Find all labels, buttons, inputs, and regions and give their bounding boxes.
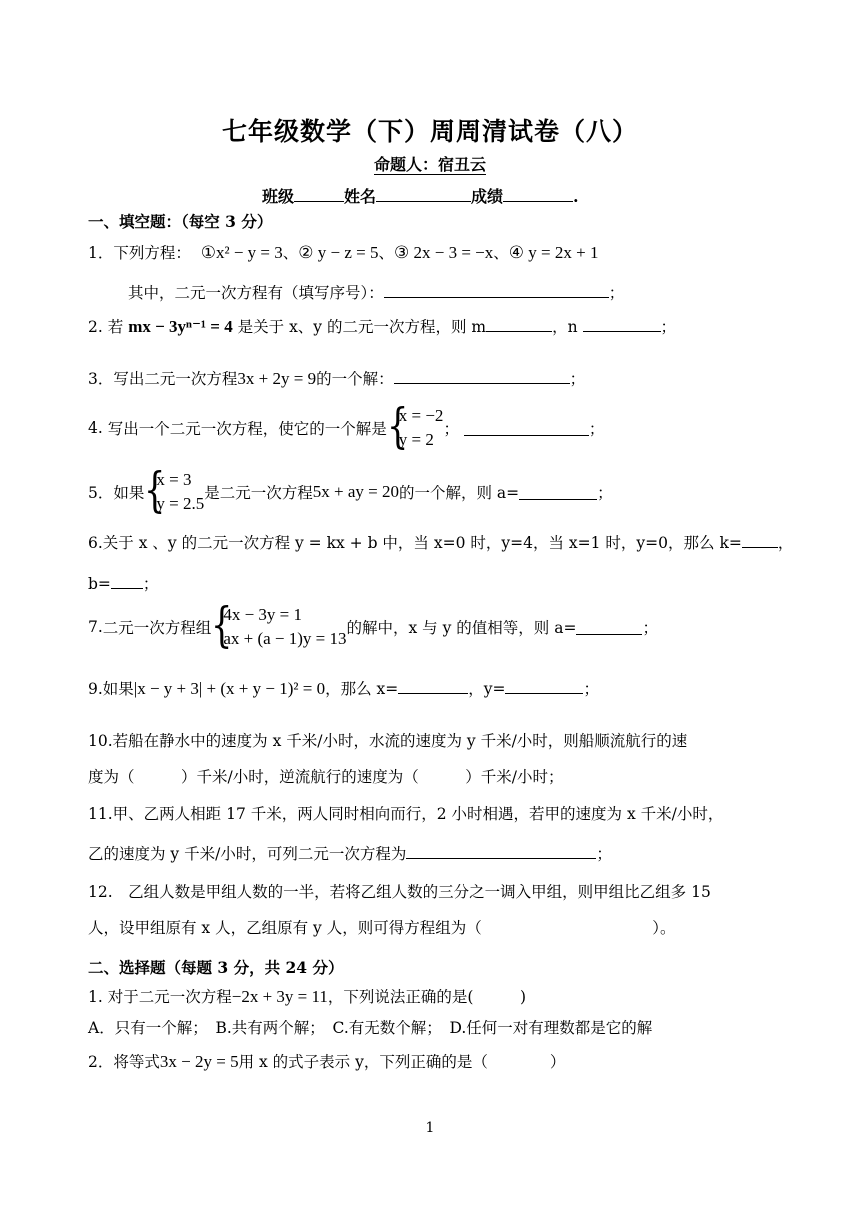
- q1-eq3: ③ 2x − 3 = −x: [394, 243, 494, 262]
- q2-number: 2.: [88, 318, 103, 336]
- s2q2-number: 2．: [88, 1053, 114, 1071]
- q5-number: 5．: [88, 484, 114, 502]
- q4-sep: ；: [443, 420, 459, 438]
- q11-line2: 乙的速度为 y 千米/小时，可列二元一次方程为: [88, 845, 407, 863]
- author-line: [0, 152, 860, 175]
- q4-row2: y = 2: [398, 430, 434, 449]
- name-blank[interactable]: [376, 187, 471, 202]
- name-label: 姓名: [344, 187, 377, 206]
- q1-answer-blank[interactable]: [384, 283, 609, 298]
- question-5: [88, 464, 613, 520]
- q5-answer-blank[interactable]: [519, 485, 597, 500]
- q3-prefix: 写出二元一次方程: [113, 370, 238, 388]
- q1-text: 下列方程：: [113, 244, 191, 262]
- q6-line1: 6.关于 x 、y 的二元一次方程 y = kx + b 中，当 x=0 时，y=4，当 x=1 时，y=0，那么 k=: [88, 534, 742, 552]
- q6-b-blank[interactable]: [111, 574, 143, 589]
- section1-heading: 一、填空题：（每空 3 分）: [88, 212, 273, 231]
- section2-heading: 二、选择题（每题 3 分，共 24 分）: [88, 958, 344, 977]
- q9-equation: |x − y + 3| + (x + y − 1)² = 0: [133, 679, 326, 698]
- q7-brace-glyph: {: [211, 597, 233, 653]
- q1-eq2: ② y − z = 5: [298, 243, 379, 262]
- q6-k-blank[interactable]: [742, 533, 778, 548]
- q7-row1: 4x − 3y = 1: [223, 605, 302, 624]
- choice-question-2: [88, 1050, 565, 1072]
- student-info-line: [262, 184, 579, 207]
- q9-prefix: 如果: [102, 680, 134, 698]
- q9-y-label: ，y=: [468, 680, 506, 698]
- q5-brace-glyph: {: [144, 462, 166, 518]
- choice-question-1-options: A．只有一个解； B.共有两个解； C.有无数个解； D.任何一对有理数都是它的解: [88, 1019, 653, 1037]
- question-6-line2: [88, 572, 158, 594]
- q9-x-blank[interactable]: [398, 679, 468, 694]
- end-mark: .: [573, 187, 579, 206]
- q4-row1: x = −2: [398, 406, 444, 425]
- q5-mid: 是二元一次方程: [204, 484, 313, 502]
- q7-equation-system: [211, 597, 347, 653]
- q9-mid: ，那么 x=: [325, 680, 399, 698]
- question-10-line2: 度为（ ）千米/小时，逆流航行的速度为（ ）千米/小时；: [88, 768, 564, 786]
- q4-prefix: 写出一个二元一次方程，使它的一个解是: [107, 420, 387, 438]
- q9-end: ；: [583, 680, 599, 698]
- q11-end: ；: [596, 845, 612, 863]
- q2-m-blank[interactable]: [486, 317, 552, 332]
- q6-line2: b=: [88, 575, 111, 593]
- q9-number: 9.: [88, 680, 103, 698]
- q5-row2: y = 2.5: [156, 494, 205, 513]
- q2-n-blank[interactable]: [583, 317, 661, 332]
- s2q1-prefix: 对于二元一次方程: [107, 988, 232, 1006]
- q7-row2: ax + (a − 1)y = 13: [223, 629, 347, 648]
- q7-suffix: 的解中，x 与 y 的值相等，则 a=: [346, 619, 577, 637]
- q4-answer-blank[interactable]: [464, 421, 589, 436]
- q5-equation: 5x + ay = 20: [312, 482, 399, 501]
- q7-prefix: 二元一次方程组: [102, 619, 212, 637]
- q7-end: ；: [642, 619, 658, 637]
- q1-eq1: ①x² − y = 3: [200, 243, 283, 262]
- question-2: [88, 315, 676, 337]
- question-11-line2: [88, 842, 612, 864]
- q5-suffix: 的一个解，则 a=: [398, 484, 520, 502]
- q2-n-label: ，n: [552, 318, 578, 336]
- q4-solution-system: [386, 398, 444, 454]
- author-text: 命题人：宿丑云: [373, 155, 486, 174]
- page-title: 七年级数学（下）周周清试卷（八）: [221, 117, 638, 146]
- question-6: [88, 531, 793, 553]
- q2-equation: mx − 3yⁿ⁻¹ = 4: [128, 317, 233, 336]
- question-1-line2: [128, 281, 624, 303]
- question-7: [88, 598, 658, 656]
- question-3: [88, 367, 585, 389]
- q1-line2-text: 其中，二元一次方程有（填写序号）：: [128, 284, 384, 302]
- s2q1-suffix: ，下列说法正确的是( ): [327, 988, 526, 1006]
- q2-end: ；: [660, 318, 677, 336]
- score-label: 成绩: [471, 187, 504, 206]
- q2-mid: 是关于 x、y 的二元一次方程，则 m: [237, 318, 487, 336]
- q5-prefix: 如果: [113, 484, 145, 502]
- q5-end: ；: [597, 484, 613, 502]
- q11-answer-blank[interactable]: [406, 844, 596, 859]
- q9-y-blank[interactable]: [505, 679, 583, 694]
- q4-end: ；: [588, 420, 605, 438]
- s2q2-equation: 3x − 2y = 5: [159, 1052, 239, 1071]
- q2-prefix: 若: [107, 318, 124, 336]
- question-11-line1: 11.甲、乙两人相距 17 千米，两人同时相向而行，2 小时相遇，若甲的速度为 x 千米/小时，: [88, 805, 724, 823]
- q7-number: 7.: [88, 618, 103, 636]
- q1-number: 1．: [88, 244, 114, 262]
- choice-question-1: [88, 985, 526, 1007]
- score-blank[interactable]: [503, 187, 573, 202]
- question-4: [88, 400, 604, 456]
- s2q2-prefix: 将等式: [113, 1053, 160, 1071]
- s2q2-suffix: 用 x 的式子表示 y，下列正确的是（ ）: [238, 1053, 566, 1071]
- question-12-line1: 12. 乙组人数是甲组人数的一半，若将乙组人数的三分之一调入甲组，则甲组比乙组多 15: [88, 883, 711, 901]
- q4-number: 4.: [88, 419, 103, 437]
- q6-line2-end: ；: [142, 575, 159, 593]
- class-blank[interactable]: [294, 187, 344, 202]
- question-12-line2: 人，设甲组原有 x 人，乙组原有 y 人，则可得方程组为（ ）。: [88, 919, 676, 937]
- q3-equation: 3x + 2y = 9: [237, 369, 317, 388]
- s2q1-number: 1.: [88, 988, 103, 1006]
- question-10-line1: 10.若船在静水中的速度为 x 千米/小时，水流的速度为 y 千米/小时，则船顺流航行的速: [88, 732, 688, 750]
- q6-line1-end: ，: [777, 534, 794, 552]
- question-9: [88, 677, 599, 699]
- q4-brace-glyph: {: [386, 398, 409, 454]
- q1-eq4: ④ y = 2x + 1: [508, 243, 599, 262]
- page-number: 1: [425, 1120, 435, 1136]
- q5-solution-system: [144, 462, 205, 518]
- q3-mid: 的一个解：: [316, 370, 394, 388]
- q7-answer-blank[interactable]: [576, 620, 642, 635]
- q1-end: ；: [608, 284, 625, 302]
- question-1: 1．下列方程： ①x² − y = 3、② y − z = 5、③ 2x − 3 = −x、④ y = 2x + 1: [88, 243, 599, 262]
- class-label: 班级: [262, 187, 295, 206]
- q3-number: 3．: [88, 370, 114, 388]
- q5-row1: x = 3: [156, 470, 192, 489]
- q3-end: ；: [569, 370, 586, 388]
- s2q1-equation: −2x + 3y = 11: [231, 987, 328, 1006]
- q3-answer-blank[interactable]: [394, 369, 570, 384]
